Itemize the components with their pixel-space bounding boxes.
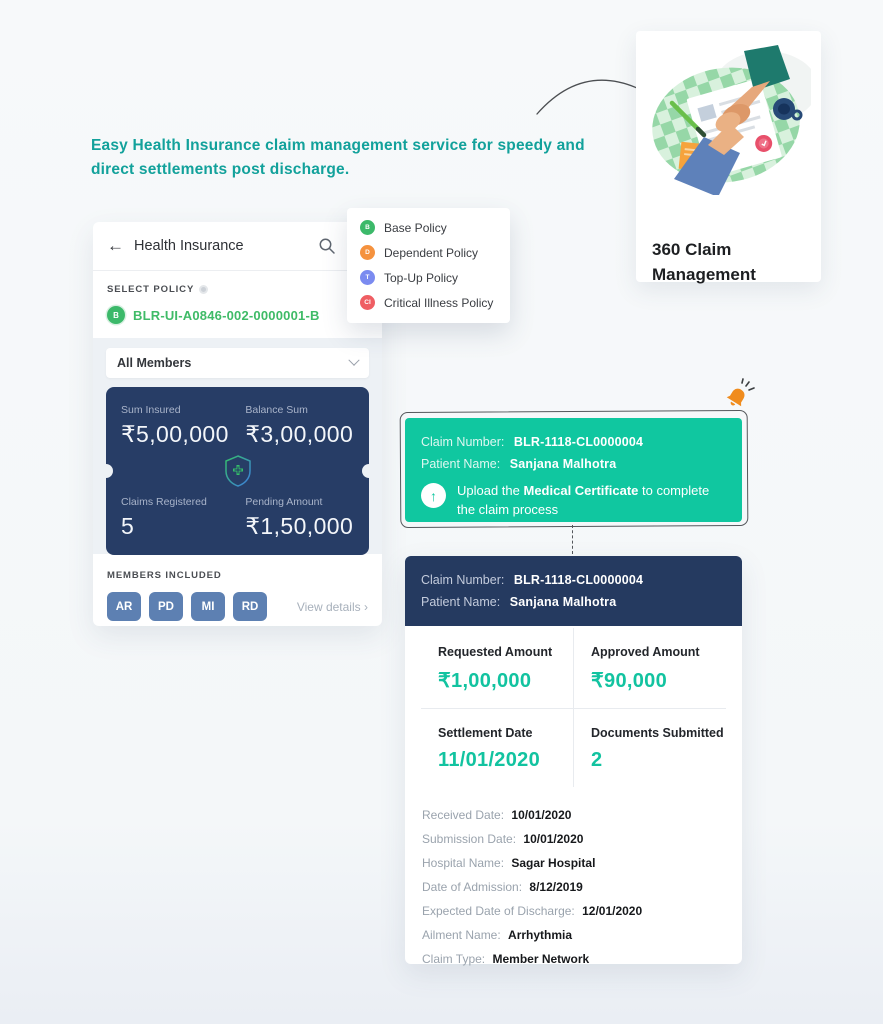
promo-title-line-1: 360 Claim	[652, 240, 732, 259]
detail-submission-date	[422, 827, 725, 851]
policy-type-badge-icon: B	[360, 220, 375, 235]
app-title: Health Insurance	[134, 238, 244, 254]
promo-card-360-claim	[636, 31, 821, 282]
stat-label: Settlement Date	[438, 726, 533, 740]
upload-message-bold: Medical Certificate	[523, 483, 639, 498]
claim-card-header	[405, 556, 742, 626]
detail-claim-type	[422, 947, 725, 971]
headline-line-1: Easy Health Insurance claim management service for speedy and	[91, 137, 585, 154]
patient-name-label: Patient Name:	[421, 595, 501, 609]
policy-dropdown-menu	[347, 208, 510, 323]
policy-type-badge-icon: D	[360, 245, 375, 260]
search-icon[interactable]	[318, 237, 336, 255]
select-policy-section	[93, 271, 382, 338]
stat-sum-insured	[106, 404, 245, 448]
promo-title-line-2: Management	[652, 265, 756, 284]
detail-label: Date of Admission:	[422, 880, 523, 894]
member-filter-select[interactable]	[106, 348, 369, 378]
detail-hospital-name	[422, 851, 725, 875]
detail-label: Submission Date:	[422, 832, 517, 846]
promo-card-title	[652, 237, 756, 287]
detail-value: Member Network	[492, 952, 590, 966]
detail-date-of-admission	[422, 875, 725, 899]
curve-connector-line	[533, 60, 641, 118]
claim-number-value: BLR-1118-CL0000004	[513, 435, 644, 449]
member-chip-pd[interactable]: PD	[149, 592, 183, 621]
policy-summary-section	[93, 338, 382, 554]
stat-label: Documents Submitted	[591, 726, 724, 740]
policy-stats-card	[106, 387, 369, 555]
members-included-section	[93, 554, 382, 621]
select-policy-label: SELECT POLICY	[107, 284, 195, 295]
info-icon[interactable]	[199, 285, 208, 294]
stat-balance-sum	[245, 404, 369, 448]
handshake-illustration	[646, 45, 811, 195]
member-filter-value: All Members	[117, 356, 192, 370]
claim-number-label: Claim Number:	[421, 573, 505, 587]
stat-value: ₹1,00,000	[438, 670, 532, 692]
detail-label: Hospital Name:	[422, 856, 505, 870]
detail-value: Sagar Hospital	[511, 856, 596, 870]
detail-value: Arrhythmia	[508, 928, 573, 942]
detail-expected-discharge	[422, 899, 725, 923]
detail-received-date	[422, 803, 725, 827]
detail-value: 8/12/2019	[529, 880, 583, 894]
policy-badge-icon: B	[107, 306, 125, 324]
menu-item-label: Top-Up Policy	[384, 270, 459, 285]
upload-message	[457, 481, 726, 519]
stat-label: Claims Registered	[121, 496, 207, 508]
menu-item-label: Critical Illness Policy	[384, 295, 494, 310]
stat-value: 5	[121, 513, 135, 539]
stat-requested-amount	[421, 628, 573, 709]
stat-settlement-date	[421, 709, 573, 787]
stat-value: ₹90,000	[591, 670, 667, 692]
claim-details-list	[405, 787, 742, 971]
menu-item-label: Dependent Policy	[384, 245, 479, 260]
members-included-label: MEMBERS INCLUDED	[107, 570, 222, 581]
menu-item-label: Base Policy	[384, 220, 447, 235]
menu-item-base-policy[interactable]	[347, 215, 510, 240]
upload-notification-card	[405, 418, 742, 522]
stat-value: ₹1,50,000	[245, 513, 354, 539]
stat-label: Approved Amount	[591, 645, 700, 659]
stat-claims-registered	[106, 496, 245, 540]
detail-value: 10/01/2020	[523, 832, 584, 846]
stat-pending-amount	[245, 496, 369, 540]
headline-line-2: direct settlements post discharge.	[91, 161, 350, 178]
health-insurance-app-card	[93, 222, 382, 626]
stat-value: ₹3,00,000	[245, 421, 354, 447]
member-chip-ar[interactable]: AR	[107, 592, 141, 621]
patient-name-value: Sanjana Malhotra	[509, 595, 617, 609]
policy-type-badge-icon: CI	[360, 295, 375, 310]
stat-label: Sum Insured	[121, 404, 181, 416]
chevron-down-icon	[348, 355, 359, 366]
detail-label: Claim Type:	[422, 952, 486, 966]
view-details-text: View details	[296, 599, 361, 614]
member-chip-rd[interactable]: RD	[233, 592, 267, 621]
stat-approved-amount	[573, 628, 726, 709]
stat-value: 11/01/2020	[438, 749, 540, 771]
upload-arrow-icon: ↑	[421, 483, 446, 508]
stat-label: Pending Amount	[245, 496, 323, 508]
policy-number: BLR-UI-A0846-002-0000001-B	[133, 307, 320, 323]
policy-type-badge-icon: T	[360, 270, 375, 285]
stat-label: Requested Amount	[438, 645, 553, 659]
claim-number-label: Claim Number:	[421, 435, 505, 449]
app-header	[93, 222, 382, 271]
shield-plus-icon	[223, 454, 253, 493]
stat-value: 2	[591, 749, 603, 771]
patient-name-value: Sanjana Malhotra	[509, 457, 617, 471]
menu-item-top-up-policy[interactable]	[347, 265, 510, 290]
detail-label: Ailment Name:	[422, 928, 501, 942]
selected-policy-row[interactable]	[107, 306, 368, 324]
dashed-connector-line	[572, 525, 573, 554]
claim-stats-grid	[421, 628, 726, 787]
page-headline	[91, 134, 591, 182]
stat-value: ₹5,00,000	[121, 421, 229, 447]
stat-label: Balance Sum	[245, 404, 308, 416]
claim-details-card	[405, 556, 742, 964]
upload-message-prefix: Upload the	[457, 483, 524, 498]
menu-item-dependent-policy[interactable]	[347, 240, 510, 265]
upload-message-suffix: to complete the claim process	[457, 483, 710, 517]
stat-documents-submitted	[573, 709, 726, 787]
patient-name-label: Patient Name:	[421, 457, 501, 471]
detail-label: Expected Date of Discharge:	[422, 904, 575, 918]
chevron-right-icon: ›	[364, 599, 368, 614]
upload-medical-certificate-action[interactable]	[421, 481, 726, 519]
detail-ailment-name	[422, 923, 725, 947]
member-chip-mi[interactable]: MI	[191, 592, 225, 621]
ticket-notch-right	[362, 464, 376, 478]
ticket-notch-left	[99, 464, 113, 478]
detail-label: Received Date:	[422, 808, 505, 822]
view-details-link[interactable]	[297, 600, 368, 614]
claim-number-value: BLR-1118-CL0000004	[513, 573, 644, 587]
back-arrow-icon[interactable]: ←	[107, 236, 124, 255]
detail-value: 12/01/2020	[582, 904, 643, 918]
menu-item-critical-illness-policy[interactable]	[347, 290, 510, 315]
detail-value: 10/01/2020	[511, 808, 572, 822]
